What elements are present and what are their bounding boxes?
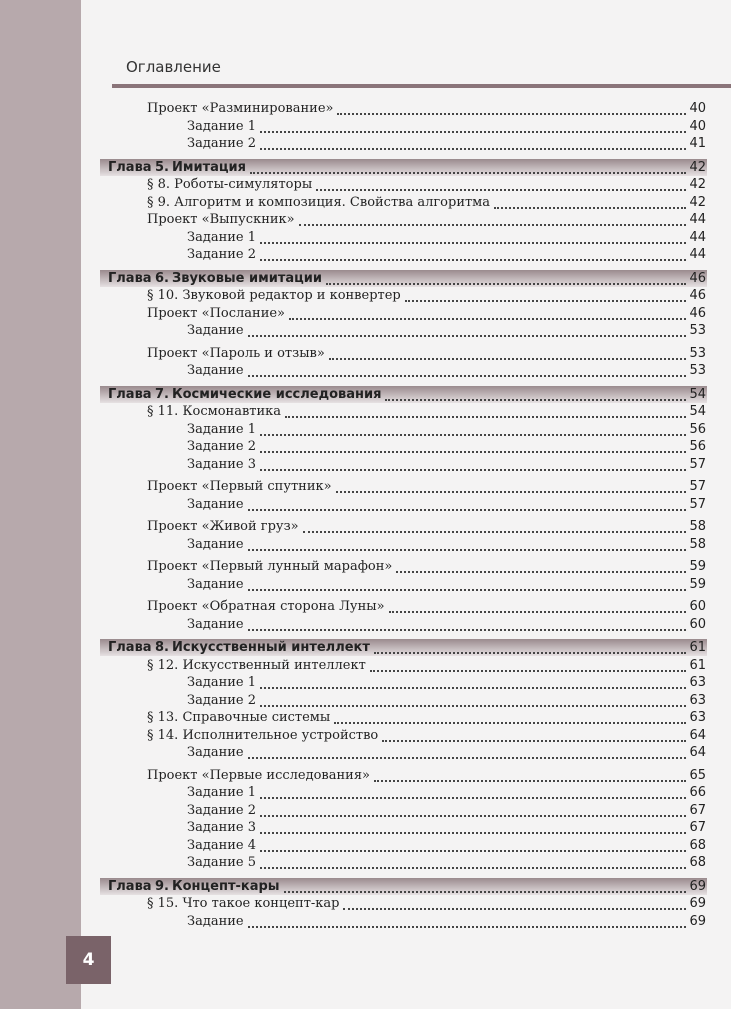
leader-dots	[260, 434, 686, 453]
chapter-title: Искусственный интеллект	[172, 640, 370, 655]
toc-entry-task[interactable]	[0, 616, 731, 633]
leader-dots	[260, 452, 686, 471]
toc-page-number: 69	[689, 878, 706, 894]
toc-entry-label: Задание	[187, 496, 244, 512]
chapter-number: 6.	[155, 270, 169, 286]
leader-dots	[248, 318, 686, 337]
leader-dots	[248, 358, 686, 377]
toc-page-number: 64	[689, 727, 706, 743]
toc-entry-label: § 11. Космонавтика	[147, 404, 282, 419]
toc-entry-task[interactable]	[0, 322, 731, 339]
leader-dots	[260, 114, 686, 133]
toc-entry-label: Проект «Первые исследования»	[147, 767, 370, 783]
toc-entry-task[interactable]	[0, 744, 731, 761]
toc-entry-label: § 14. Исполнительное устройство	[147, 727, 379, 743]
toc-page-number: 56	[689, 421, 706, 437]
leader-dots	[260, 131, 686, 150]
leader-dots	[260, 242, 686, 261]
toc-entry-label: Задание 3	[187, 456, 257, 472]
toc-page-number: 53	[689, 363, 706, 378]
toc-entry-label: Задание 2	[187, 136, 257, 151]
toc-page-number: 54	[689, 386, 706, 402]
toc-page-number: 44	[689, 247, 706, 262]
leader-dots	[299, 207, 686, 226]
leader-dots	[374, 635, 686, 654]
toc-page-number: 44	[689, 212, 706, 227]
leader-dots	[260, 670, 686, 689]
toc-page-number: 68	[689, 855, 706, 870]
toc-entry-label: Задание 2	[187, 439, 257, 454]
chapter-title: Звуковые имитации	[172, 270, 323, 286]
toc-page-number: 63	[689, 675, 706, 690]
leader-dots	[260, 815, 686, 834]
leader-dots	[326, 266, 686, 285]
toc-entry-label: § 9. Алгоритм и композиция. Свойства алгоритма	[147, 194, 491, 210]
toc-page-number: 66	[689, 785, 706, 800]
toc-entry-label: Задание 2	[187, 247, 257, 262]
toc-entry-label: Задание 3	[187, 820, 257, 835]
toc-entry-label: Проект «Первый спутник»	[147, 479, 332, 494]
toc-entry-label: Проект «Выпускник»	[147, 212, 295, 227]
toc-entry-label: § 12. Искусственный интеллект	[147, 657, 366, 673]
leader-dots	[405, 283, 686, 302]
toc-entry-label: Задание 5	[187, 855, 257, 870]
toc-page-number: 46	[689, 305, 706, 321]
toc-entry-label: Задание 1	[187, 421, 257, 437]
toc-page-number: 61	[689, 640, 706, 655]
leader-dots	[385, 382, 686, 401]
toc-entry-task[interactable]	[0, 362, 731, 379]
toc-page-number: 63	[689, 710, 706, 725]
toc-page-number: 42	[689, 177, 706, 192]
toc-entry-label: Задание 1	[187, 675, 257, 690]
leader-dots	[389, 594, 686, 613]
leader-dots	[248, 740, 686, 759]
leader-dots	[250, 155, 686, 174]
leader-dots	[248, 572, 686, 591]
toc-page-number: 69	[689, 896, 706, 911]
toc-entry-label: Задание 1	[187, 118, 257, 134]
toc-page-number: 61	[689, 657, 706, 673]
toc-page-number: 67	[689, 802, 706, 818]
leader-dots	[248, 909, 686, 928]
toc-page-number: 64	[689, 745, 706, 760]
toc-page-number: 68	[689, 837, 706, 853]
leader-dots	[285, 399, 686, 418]
chapter-number: 8.	[155, 640, 169, 655]
toc-entry-label: Задание	[187, 745, 244, 760]
toc-entry-task[interactable]	[0, 536, 731, 553]
toc-page-number: 67	[689, 820, 706, 835]
toc-entry-label: Задание 2	[187, 802, 257, 818]
leader-dots	[303, 514, 686, 533]
toc-page-number: 57	[689, 496, 706, 512]
leader-dots	[260, 850, 686, 869]
toc-entry-label: Проект «Живой груз»	[147, 519, 299, 534]
toc-entry-label	[108, 639, 372, 656]
chapter-title: Имитация	[172, 159, 247, 175]
toc-entry-task[interactable]	[0, 135, 731, 152]
leader-dots	[248, 492, 686, 511]
toc-entry-task[interactable]	[0, 854, 731, 871]
leader-dots	[289, 301, 686, 320]
toc-page-number: 60	[689, 599, 706, 614]
toc-entry-task[interactable]	[0, 456, 731, 473]
leader-dots	[248, 612, 686, 631]
toc-entry-label: Проект «Послание»	[147, 305, 286, 321]
toc-entry-label	[108, 878, 282, 895]
leader-dots	[370, 653, 686, 672]
chapter-word: Глава	[108, 878, 152, 894]
leader-dots	[316, 172, 686, 191]
toc-entry-label: Проект «Пароль и отзыв»	[147, 345, 325, 361]
toc-entry-label: Проект «Первый лунный марафон»	[147, 559, 393, 574]
toc-entry-label: Задание	[187, 913, 244, 929]
toc-page-number: 58	[689, 519, 706, 534]
leader-dots	[374, 763, 686, 782]
leader-dots	[260, 417, 686, 436]
chapter-word: Глава	[108, 386, 152, 402]
chapter-word: Глава	[108, 270, 152, 286]
toc-entry-label: Задание	[187, 616, 244, 632]
toc-entry-label: Проект «Обратная сторона Луны»	[147, 599, 385, 614]
leader-dots	[260, 225, 686, 244]
leader-dots	[284, 874, 686, 893]
leader-dots	[396, 554, 686, 573]
toc-entry-label: § 13. Справочные системы	[147, 710, 331, 725]
chapter-number: 7.	[155, 386, 169, 402]
leader-dots	[260, 798, 686, 817]
toc-page-number: 46	[689, 288, 706, 303]
toc-entry-label	[108, 159, 248, 176]
leader-dots	[260, 688, 686, 707]
toc-entry-label: Задание	[187, 363, 244, 378]
chapter-title: Космические исследования	[172, 386, 382, 402]
leader-dots	[329, 341, 686, 360]
toc-page-number: 57	[689, 456, 706, 472]
chapter-word: Глава	[108, 159, 152, 175]
toc-entry-label: Задание	[187, 536, 244, 552]
page-header-title: Оглавление	[126, 58, 221, 76]
page-number-badge	[66, 936, 111, 984]
toc-page-number: 58	[689, 536, 706, 552]
chapter-number: 5.	[155, 159, 169, 175]
leader-dots	[248, 532, 686, 551]
toc-page-number: 59	[689, 576, 706, 592]
toc-entry-label: Задание 1	[187, 785, 257, 800]
toc-entry-label: Задание 1	[187, 229, 257, 245]
toc-page-number: 41	[689, 136, 706, 151]
toc-entry-label: Задание	[187, 323, 244, 338]
toc-page-number: 69	[689, 913, 706, 929]
toc-page-number: 42	[689, 159, 706, 175]
toc-entry-label: Задание 2	[187, 692, 257, 708]
toc-entry-label: Задание 4	[187, 837, 257, 853]
toc-entry-label: Задание	[187, 576, 244, 592]
chapter-title: Концепт-кары	[172, 878, 280, 894]
toc-entry-task[interactable]	[0, 913, 731, 930]
toc-entry-task[interactable]	[0, 576, 731, 593]
chapter-number: 9.	[155, 878, 169, 894]
chapter-word: Глава	[108, 640, 152, 655]
toc-page-number: 63	[689, 692, 706, 708]
toc-page-number: 54	[689, 404, 706, 419]
toc-entry-label: § 8. Роботы-симуляторы	[147, 177, 313, 192]
toc-entry-task[interactable]	[0, 496, 731, 513]
toc-page-number: 57	[689, 479, 706, 494]
toc-page-number: 53	[689, 323, 706, 338]
toc-page-number: 53	[689, 345, 706, 361]
toc-entry-label: § 10. Звуковой редактор и конвертер	[147, 288, 401, 303]
leader-dots	[343, 891, 686, 910]
toc-page-number: 60	[689, 616, 706, 632]
leader-dots	[382, 723, 686, 742]
toc-entry-label	[108, 270, 324, 287]
leader-dots	[494, 190, 686, 209]
page-number: 4	[82, 950, 95, 970]
toc-page-number: 59	[689, 559, 706, 574]
leader-dots	[334, 705, 686, 724]
toc-entry-task[interactable]	[0, 246, 731, 263]
toc-page-number: 56	[689, 439, 706, 454]
toc-page-number: 42	[689, 194, 706, 210]
leader-dots	[260, 780, 686, 799]
toc-entry-label: § 15. Что такое концепт-кар	[147, 896, 340, 911]
leader-dots	[260, 833, 686, 852]
leader-dots	[336, 474, 686, 493]
toc-page-number: 44	[689, 229, 706, 245]
leader-dots	[337, 96, 686, 115]
toc-entry-label: Проект «Разминирование»	[147, 101, 334, 116]
toc-page-number: 40	[689, 118, 706, 134]
toc-page-number: 40	[689, 101, 706, 116]
toc-page-number: 65	[689, 767, 706, 783]
toc-page-number: 46	[689, 270, 706, 286]
